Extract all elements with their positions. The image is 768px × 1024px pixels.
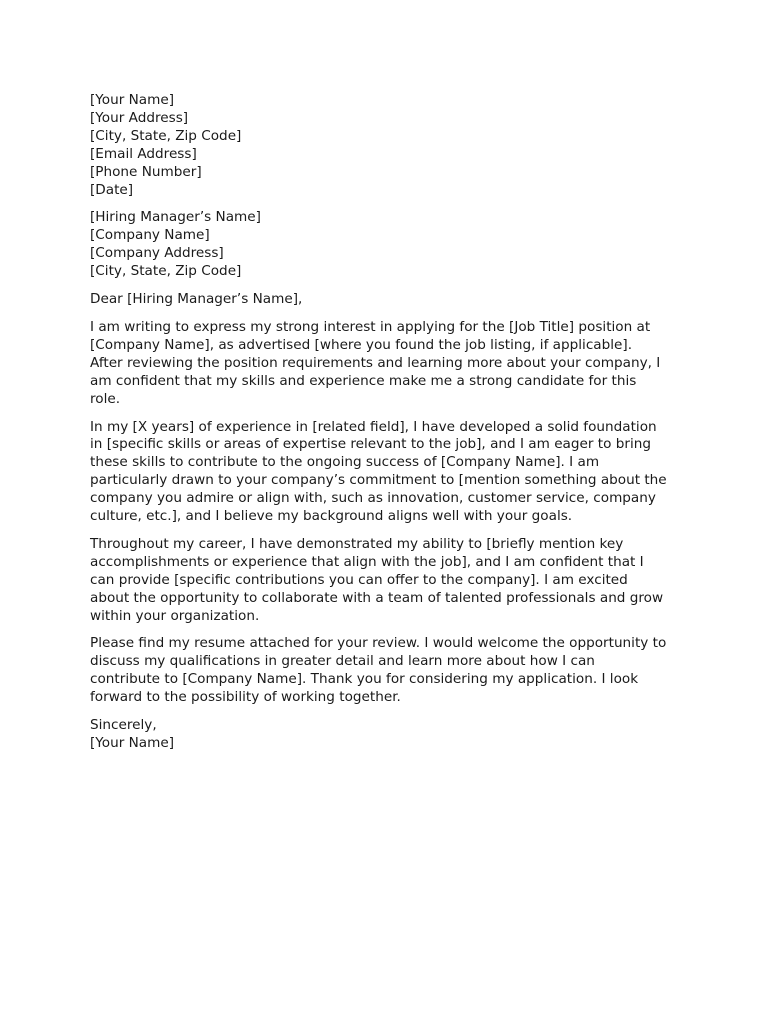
sender-address: [Your Address] [90, 109, 189, 126]
paragraph-line: in [specific skills or areas of expertise relevant to the job], and I am eager to bring [90, 436, 652, 453]
body-paragraph-2 [90, 419, 690, 526]
body-paragraph-1 [90, 319, 690, 409]
paragraph-line: about the opportunity to collaborate with a team of talented professionals and grow [90, 589, 664, 606]
paragraph-line: Throughout my career, I have demonstrated my ability to [briefly mention key [90, 535, 624, 552]
recipient-city-state-zip: [City, State, Zip Code] [90, 263, 242, 280]
sender-city-state-zip: [City, State, Zip Code] [90, 127, 242, 144]
paragraph-line: culture, etc.], and I believe my background aligns well with your goals. [90, 508, 573, 525]
body-paragraph-3 [90, 536, 690, 626]
closing-block [90, 717, 690, 753]
letter-date: [Date] [90, 181, 134, 198]
letter-page [90, 92, 690, 763]
paragraph-line: role. [90, 390, 121, 407]
paragraph-line: After reviewing the position requirements and learning more about your company, I [90, 354, 661, 371]
paragraph-line: Please find my resume attached for your review. I would welcome the opportunity to [90, 635, 667, 652]
paragraph-line: [Company Name], as advertised [where you found the job listing, if applicable]. [90, 336, 633, 353]
paragraph-line: within your organization. [90, 607, 260, 624]
sender-email: [Email Address] [90, 145, 197, 162]
recipient-company-name: [Company Name] [90, 227, 210, 244]
signature-name: [Your Name] [90, 735, 175, 751]
paragraph-line: I am writing to express my strong interest in applying for the [Job Title] position at [90, 318, 651, 335]
recipient-company-address: [Company Address] [90, 245, 224, 262]
sender-block [90, 92, 690, 199]
paragraph-line: accomplishments or experience that align with the job], and I am confident that I [90, 553, 644, 570]
paragraph-line: In my [X years] of experience in [related field], I have developed a solid foundation [90, 418, 657, 435]
paragraph-line: can provide [specific contributions you can offer to the company]. I am excited [90, 571, 628, 588]
sender-name: [Your Name] [90, 92, 175, 108]
salutation: Dear [Hiring Manager’s Name], [90, 291, 303, 308]
paragraph-line: contribute to [Company Name]. Thank you for considering my application. I look [90, 671, 639, 688]
paragraph-line: forward to the possibility of working together. [90, 689, 401, 706]
recipient-manager-name: [Hiring Manager’s Name] [90, 209, 261, 226]
paragraph-line: am confident that my skills and experience make me a strong candidate for this [90, 372, 637, 389]
paragraph-line: these skills to contribute to the ongoing success of [Company Name]. I am [90, 454, 600, 471]
recipient-block [90, 209, 690, 281]
paragraph-line: company you admire or align with, such as innovation, customer service, company [90, 490, 656, 507]
paragraph-line: discuss my qualifications in greater detail and learn more about how I can [90, 653, 595, 670]
paragraph-line: particularly drawn to your company’s commitment to [mention something about the [90, 472, 667, 489]
body-paragraph-4 [90, 635, 690, 707]
valediction: Sincerely, [90, 717, 157, 734]
sender-phone: [Phone Number] [90, 163, 202, 180]
